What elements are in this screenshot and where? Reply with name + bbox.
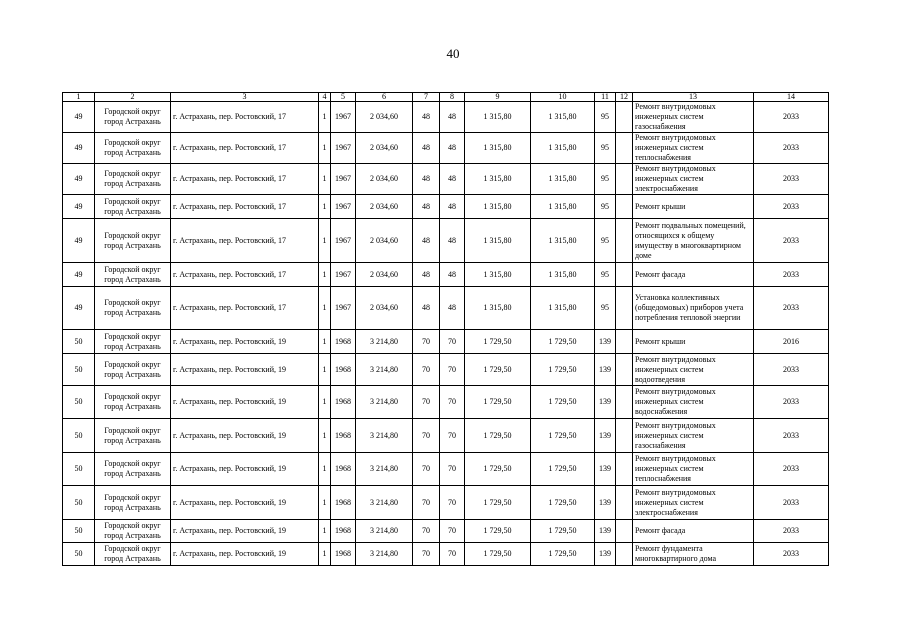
column-number-cell: 8 xyxy=(440,93,465,102)
planned-year-cell: 2033 xyxy=(754,543,829,566)
col9-cell: 1 729,50 xyxy=(465,330,531,354)
column-number-cell: 11 xyxy=(595,93,616,102)
col8-cell: 70 xyxy=(440,543,465,566)
table-row xyxy=(63,219,829,263)
col9-cell: 1 315,80 xyxy=(465,195,531,219)
col7-cell: 70 xyxy=(413,419,440,453)
row-id-cell: 50 xyxy=(63,419,95,453)
col10-cell: 1 729,50 xyxy=(531,419,595,453)
planned-year-cell: 2033 xyxy=(754,219,829,263)
col7-cell: 48 xyxy=(413,164,440,195)
col7-cell: 48 xyxy=(413,263,440,287)
col4-cell: 1 xyxy=(319,219,331,263)
column-number-cell: 7 xyxy=(413,93,440,102)
col9-cell: 1 729,50 xyxy=(465,486,531,520)
row-id-cell: 50 xyxy=(63,520,95,543)
work-type-cell: Ремонт фасада xyxy=(633,263,754,287)
col7-cell: 48 xyxy=(413,219,440,263)
area-cell: 3 214,80 xyxy=(356,453,413,486)
address-cell: г. Астрахань, пер. Ростовский, 19 xyxy=(171,486,319,520)
address-cell: г. Астрахань, пер. Ростовский, 17 xyxy=(171,219,319,263)
row-id-cell: 49 xyxy=(63,263,95,287)
table-row xyxy=(63,486,829,520)
row-id-cell: 49 xyxy=(63,164,95,195)
col8-cell: 70 xyxy=(440,453,465,486)
planned-year-cell: 2033 xyxy=(754,133,829,164)
municipality-cell: Городской округ город Астрахань xyxy=(95,287,171,330)
table-row xyxy=(63,287,829,330)
area-cell: 3 214,80 xyxy=(356,486,413,520)
col8-cell: 70 xyxy=(440,386,465,419)
row-id-cell: 49 xyxy=(63,195,95,219)
col9-cell: 1 729,50 xyxy=(465,386,531,419)
col4-cell: 1 xyxy=(319,543,331,566)
col4-cell: 1 xyxy=(319,164,331,195)
address-cell: г. Астрахань, пер. Ростовский, 17 xyxy=(171,263,319,287)
col7-cell: 70 xyxy=(413,543,440,566)
area-cell: 2 034,60 xyxy=(356,219,413,263)
col10-cell: 1 729,50 xyxy=(531,520,595,543)
col8-cell: 70 xyxy=(440,486,465,520)
planned-year-cell: 2033 xyxy=(754,520,829,543)
col7-cell: 70 xyxy=(413,520,440,543)
col12-cell xyxy=(616,354,633,386)
address-cell: г. Астрахань, пер. Ростовский, 19 xyxy=(171,330,319,354)
col4-cell: 1 xyxy=(319,354,331,386)
column-number-cell: 12 xyxy=(616,93,633,102)
planned-year-cell: 2033 xyxy=(754,287,829,330)
col9-cell: 1 315,80 xyxy=(465,102,531,133)
row-id-cell: 50 xyxy=(63,543,95,566)
area-cell: 2 034,60 xyxy=(356,263,413,287)
planned-year-cell: 2033 xyxy=(754,386,829,419)
table-row xyxy=(63,102,829,133)
col9-cell: 1 729,50 xyxy=(465,520,531,543)
row-id-cell: 50 xyxy=(63,453,95,486)
repair-schedule-table xyxy=(62,92,829,566)
year-cell: 1967 xyxy=(331,164,356,195)
address-cell: г. Астрахань, пер. Ростовский, 19 xyxy=(171,419,319,453)
residents-cell: 139 xyxy=(595,386,616,419)
area-cell: 3 214,80 xyxy=(356,543,413,566)
area-cell: 3 214,80 xyxy=(356,386,413,419)
municipality-cell: Городской округ город Астрахань xyxy=(95,263,171,287)
col4-cell: 1 xyxy=(319,330,331,354)
municipality-cell: Городской округ город Астрахань xyxy=(95,164,171,195)
municipality-cell: Городской округ город Астрахань xyxy=(95,354,171,386)
residents-cell: 139 xyxy=(595,486,616,520)
area-cell: 3 214,80 xyxy=(356,520,413,543)
municipality-cell: Городской округ город Астрахань xyxy=(95,102,171,133)
address-cell: г. Астрахань, пер. Ростовский, 19 xyxy=(171,453,319,486)
row-id-cell: 49 xyxy=(63,102,95,133)
col9-cell: 1 729,50 xyxy=(465,453,531,486)
column-number-cell: 13 xyxy=(633,93,754,102)
col7-cell: 70 xyxy=(413,330,440,354)
year-cell: 1967 xyxy=(331,219,356,263)
municipality-cell: Городской округ город Астрахань xyxy=(95,486,171,520)
residents-cell: 95 xyxy=(595,195,616,219)
col8-cell: 70 xyxy=(440,354,465,386)
year-cell: 1968 xyxy=(331,330,356,354)
col12-cell xyxy=(616,419,633,453)
work-type-cell: Ремонт внутридомовых инженерных систем газоснабжения xyxy=(633,419,754,453)
column-number-cell: 3 xyxy=(171,93,319,102)
planned-year-cell: 2033 xyxy=(754,195,829,219)
address-cell: г. Астрахань, пер. Ростовский, 19 xyxy=(171,354,319,386)
col12-cell xyxy=(616,102,633,133)
col10-cell: 1 729,50 xyxy=(531,354,595,386)
col10-cell: 1 315,80 xyxy=(531,263,595,287)
planned-year-cell: 2033 xyxy=(754,263,829,287)
table-row xyxy=(63,133,829,164)
work-type-cell: Ремонт крыши xyxy=(633,195,754,219)
address-cell: г. Астрахань, пер. Ростовский, 19 xyxy=(171,386,319,419)
col4-cell: 1 xyxy=(319,263,331,287)
column-number-cell: 4 xyxy=(319,93,331,102)
planned-year-cell: 2033 xyxy=(754,164,829,195)
residents-cell: 139 xyxy=(595,419,616,453)
col8-cell: 48 xyxy=(440,219,465,263)
table-row xyxy=(63,419,829,453)
residents-cell: 139 xyxy=(595,543,616,566)
col7-cell: 48 xyxy=(413,287,440,330)
year-cell: 1968 xyxy=(331,419,356,453)
col4-cell: 1 xyxy=(319,386,331,419)
work-type-cell: Ремонт фундамента многоквартирного дома xyxy=(633,543,754,566)
municipality-cell: Городской округ город Астрахань xyxy=(95,195,171,219)
col10-cell: 1 729,50 xyxy=(531,386,595,419)
row-id-cell: 50 xyxy=(63,354,95,386)
address-cell: г. Астрахань, пер. Ростовский, 17 xyxy=(171,164,319,195)
area-cell: 2 034,60 xyxy=(356,133,413,164)
year-cell: 1967 xyxy=(331,287,356,330)
col7-cell: 70 xyxy=(413,354,440,386)
address-cell: г. Астрахань, пер. Ростовский, 19 xyxy=(171,543,319,566)
municipality-cell: Городской округ город Астрахань xyxy=(95,330,171,354)
address-cell: г. Астрахань, пер. Ростовский, 17 xyxy=(171,102,319,133)
col8-cell: 48 xyxy=(440,195,465,219)
year-cell: 1967 xyxy=(331,263,356,287)
year-cell: 1967 xyxy=(331,133,356,164)
column-number-cell: 2 xyxy=(95,93,171,102)
area-cell: 3 214,80 xyxy=(356,419,413,453)
row-id-cell: 49 xyxy=(63,219,95,263)
residents-cell: 139 xyxy=(595,453,616,486)
area-cell: 2 034,60 xyxy=(356,164,413,195)
table-row xyxy=(63,354,829,386)
work-type-cell: Ремонт внутридомовых инженерных систем водоотведения xyxy=(633,354,754,386)
work-type-cell: Ремонт внутридомовых инженерных систем теплоснабжения xyxy=(633,453,754,486)
municipality-cell: Городской округ город Астрахань xyxy=(95,453,171,486)
col4-cell: 1 xyxy=(319,453,331,486)
col9-cell: 1 315,80 xyxy=(465,287,531,330)
municipality-cell: Городской округ город Астрахань xyxy=(95,520,171,543)
col7-cell: 70 xyxy=(413,453,440,486)
col12-cell xyxy=(616,453,633,486)
work-type-cell: Ремонт фасада xyxy=(633,520,754,543)
col9-cell: 1 729,50 xyxy=(465,419,531,453)
year-cell: 1968 xyxy=(331,386,356,419)
column-number-row xyxy=(63,93,829,102)
work-type-cell: Ремонт внутридомовых инженерных систем теплоснабжения xyxy=(633,133,754,164)
area-cell: 3 214,80 xyxy=(356,330,413,354)
col10-cell: 1 315,80 xyxy=(531,219,595,263)
col7-cell: 70 xyxy=(413,486,440,520)
table-body xyxy=(63,93,829,566)
col9-cell: 1 315,80 xyxy=(465,263,531,287)
col12-cell xyxy=(616,386,633,419)
municipality-cell: Городской округ город Астрахань xyxy=(95,543,171,566)
page-number: 40 xyxy=(446,46,460,61)
table-row xyxy=(63,164,829,195)
col8-cell: 48 xyxy=(440,102,465,133)
col8-cell: 48 xyxy=(440,164,465,195)
col4-cell: 1 xyxy=(319,520,331,543)
col8-cell: 48 xyxy=(440,287,465,330)
work-type-cell: Установка коллективных (общедомовых) приборов учета потребления тепловой энергии xyxy=(633,287,754,330)
year-cell: 1967 xyxy=(331,102,356,133)
col12-cell xyxy=(616,520,633,543)
col10-cell: 1 315,80 xyxy=(531,195,595,219)
area-cell: 2 034,60 xyxy=(356,287,413,330)
col9-cell: 1 729,50 xyxy=(465,354,531,386)
planned-year-cell: 2033 xyxy=(754,102,829,133)
column-number-cell: 10 xyxy=(531,93,595,102)
column-number-cell: 1 xyxy=(63,93,95,102)
work-type-cell: Ремонт внутридомовых инженерных систем электроснабжения xyxy=(633,164,754,195)
work-type-cell: Ремонт крыши xyxy=(633,330,754,354)
work-type-cell: Ремонт внутридомовых инженерных систем газоснабжения xyxy=(633,102,754,133)
column-number-cell: 6 xyxy=(356,93,413,102)
area-cell: 2 034,60 xyxy=(356,195,413,219)
col7-cell: 70 xyxy=(413,386,440,419)
col8-cell: 48 xyxy=(440,263,465,287)
col9-cell: 1 315,80 xyxy=(465,164,531,195)
planned-year-cell: 2033 xyxy=(754,354,829,386)
year-cell: 1968 xyxy=(331,543,356,566)
col8-cell: 48 xyxy=(440,133,465,164)
area-cell: 2 034,60 xyxy=(356,102,413,133)
col4-cell: 1 xyxy=(319,419,331,453)
municipality-cell: Городской округ город Астрахань xyxy=(95,419,171,453)
col9-cell: 1 315,80 xyxy=(465,219,531,263)
municipality-cell: Городской округ город Астрахань xyxy=(95,133,171,164)
col12-cell xyxy=(616,287,633,330)
col12-cell xyxy=(616,543,633,566)
table-row xyxy=(63,195,829,219)
col9-cell: 1 729,50 xyxy=(465,543,531,566)
row-id-cell: 49 xyxy=(63,287,95,330)
column-number-cell: 14 xyxy=(754,93,829,102)
address-cell: г. Астрахань, пер. Ростовский, 17 xyxy=(171,195,319,219)
municipality-cell: Городской округ город Астрахань xyxy=(95,219,171,263)
table-row xyxy=(63,520,829,543)
residents-cell: 95 xyxy=(595,164,616,195)
work-type-cell: Ремонт подвальных помещений, относящихся к общему имуществу в многоквартирном доме xyxy=(633,219,754,263)
row-id-cell: 50 xyxy=(63,330,95,354)
col4-cell: 1 xyxy=(319,102,331,133)
table-row xyxy=(63,330,829,354)
planned-year-cell: 2033 xyxy=(754,453,829,486)
year-cell: 1968 xyxy=(331,520,356,543)
planned-year-cell: 2016 xyxy=(754,330,829,354)
column-number-cell: 5 xyxy=(331,93,356,102)
col9-cell: 1 315,80 xyxy=(465,133,531,164)
residents-cell: 139 xyxy=(595,354,616,386)
table-row xyxy=(63,543,829,566)
col8-cell: 70 xyxy=(440,520,465,543)
col7-cell: 48 xyxy=(413,133,440,164)
residents-cell: 95 xyxy=(595,263,616,287)
address-cell: г. Астрахань, пер. Ростовский, 17 xyxy=(171,133,319,164)
col4-cell: 1 xyxy=(319,133,331,164)
work-type-cell: Ремонт внутридомовых инженерных систем водоснабжения xyxy=(633,386,754,419)
col4-cell: 1 xyxy=(319,195,331,219)
residents-cell: 139 xyxy=(595,520,616,543)
row-id-cell: 49 xyxy=(63,133,95,164)
col10-cell: 1 729,50 xyxy=(531,486,595,520)
col10-cell: 1 315,80 xyxy=(531,287,595,330)
col12-cell xyxy=(616,263,633,287)
col8-cell: 70 xyxy=(440,330,465,354)
address-cell: г. Астрахань, пер. Ростовский, 19 xyxy=(171,520,319,543)
residents-cell: 95 xyxy=(595,102,616,133)
col10-cell: 1 729,50 xyxy=(531,543,595,566)
col10-cell: 1 315,80 xyxy=(531,133,595,164)
residents-cell: 95 xyxy=(595,287,616,330)
residents-cell: 95 xyxy=(595,219,616,263)
residents-cell: 95 xyxy=(595,133,616,164)
area-cell: 3 214,80 xyxy=(356,354,413,386)
work-type-cell: Ремонт внутридомовых инженерных систем электроснабжения xyxy=(633,486,754,520)
col8-cell: 70 xyxy=(440,419,465,453)
col12-cell xyxy=(616,195,633,219)
col10-cell: 1 315,80 xyxy=(531,164,595,195)
col10-cell: 1 315,80 xyxy=(531,102,595,133)
row-id-cell: 50 xyxy=(63,386,95,419)
col7-cell: 48 xyxy=(413,195,440,219)
table-row xyxy=(63,263,829,287)
column-number-cell: 9 xyxy=(465,93,531,102)
year-cell: 1968 xyxy=(331,453,356,486)
address-cell: г. Астрахань, пер. Ростовский, 17 xyxy=(171,287,319,330)
residents-cell: 139 xyxy=(595,330,616,354)
col12-cell xyxy=(616,219,633,263)
col7-cell: 48 xyxy=(413,102,440,133)
year-cell: 1967 xyxy=(331,195,356,219)
col12-cell xyxy=(616,164,633,195)
table-row xyxy=(63,386,829,419)
planned-year-cell: 2033 xyxy=(754,486,829,520)
col4-cell: 1 xyxy=(319,287,331,330)
municipality-cell: Городской округ город Астрахань xyxy=(95,386,171,419)
table-row xyxy=(63,453,829,486)
col10-cell: 1 729,50 xyxy=(531,453,595,486)
planned-year-cell: 2033 xyxy=(754,419,829,453)
row-id-cell: 50 xyxy=(63,486,95,520)
year-cell: 1968 xyxy=(331,354,356,386)
col10-cell: 1 729,50 xyxy=(531,330,595,354)
col12-cell xyxy=(616,486,633,520)
col4-cell: 1 xyxy=(319,486,331,520)
year-cell: 1968 xyxy=(331,486,356,520)
col12-cell xyxy=(616,330,633,354)
col12-cell xyxy=(616,133,633,164)
